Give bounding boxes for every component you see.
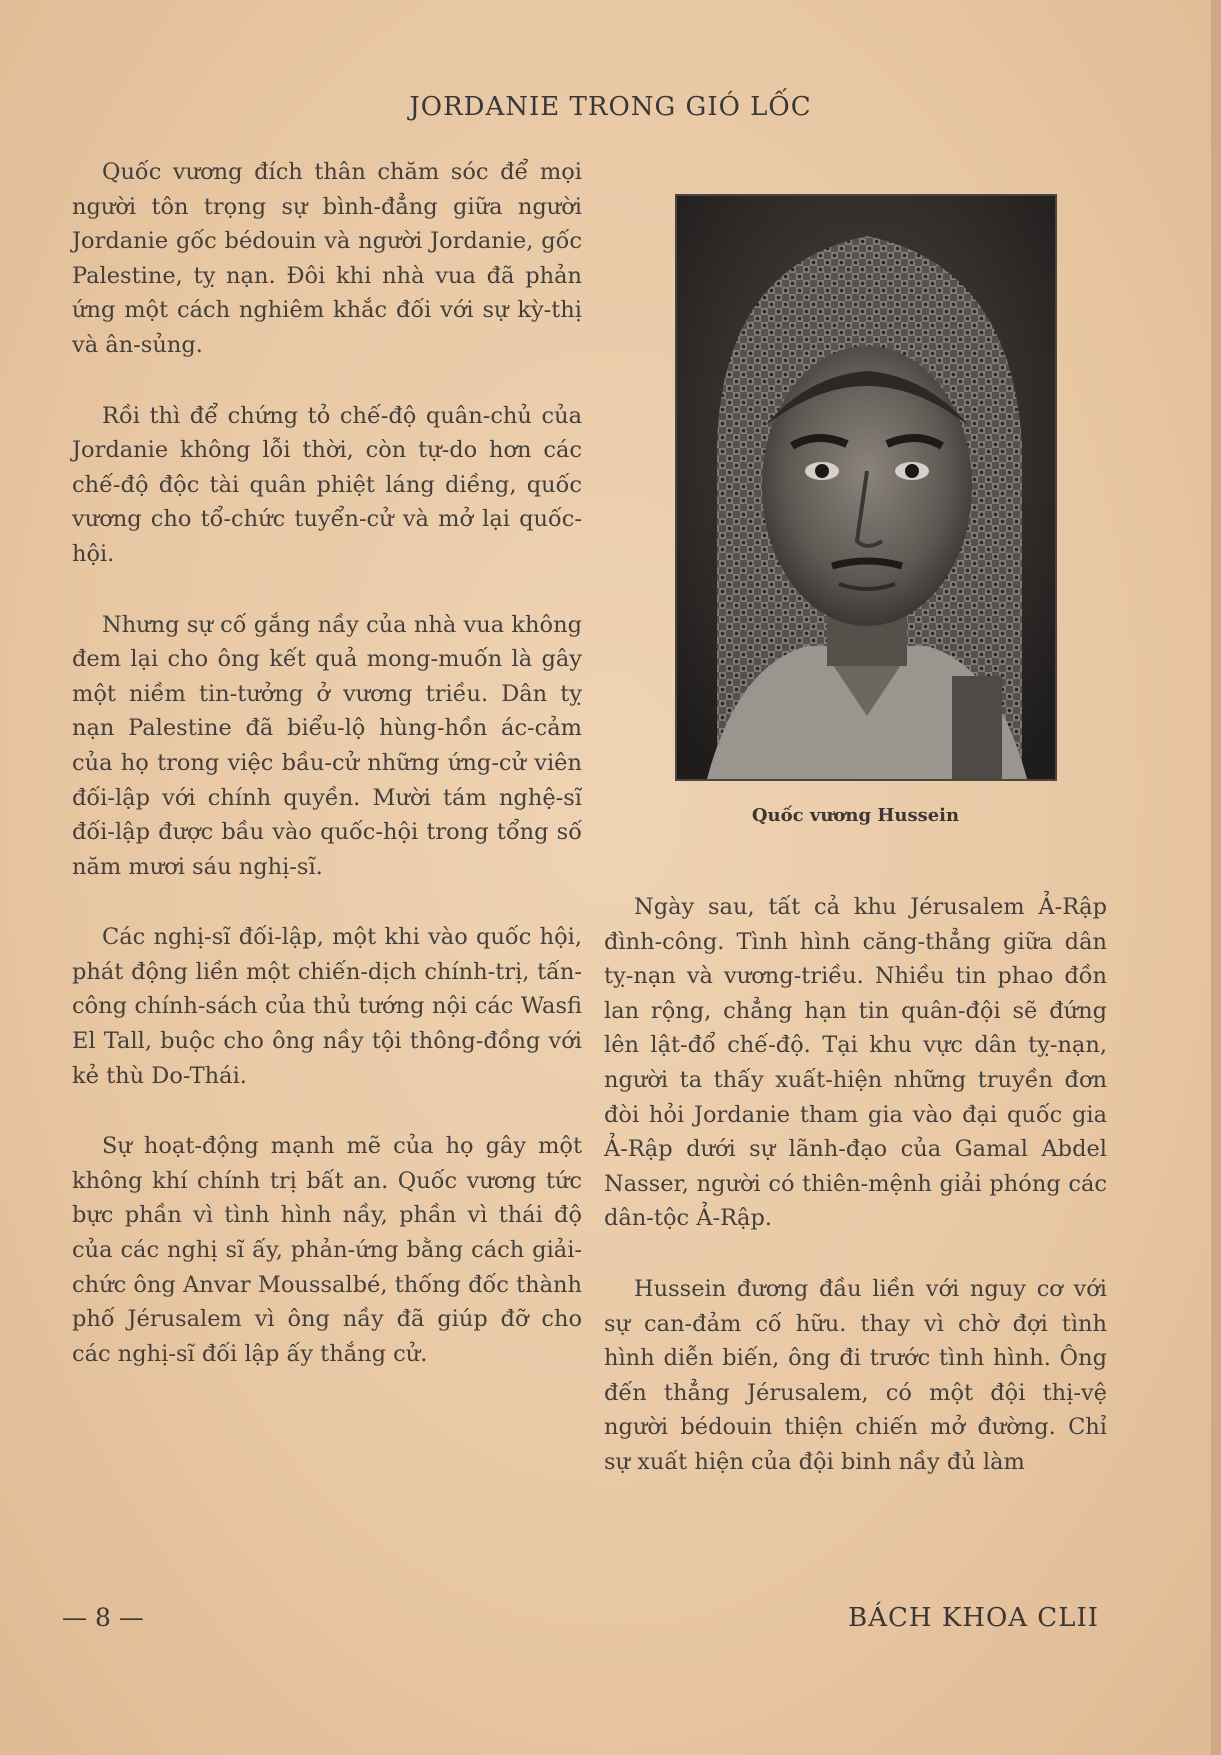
portrait-photo <box>677 196 1055 779</box>
paragraph: Sự hoạt-động mạnh mẽ của họ gây một không khí chính trị bất an. Quốc vương tức bực phần vì tình hình nầy, phần vì thái độ của các nghị sĩ ấy, phản-ứng bằng cách giải-chức ông Anvar Moussalbé, thống đốc thành phố Jérusalem vì ông nầy đã giúp đỡ cho các nghị-sĩ đối lập ấy thắng cử. <box>72 1133 582 1367</box>
left-column <box>72 155 582 1371</box>
paragraph: Ngày sau, tất cả khu Jérusalem Ả-Rập đình-công. Tình hình căng-thẳng giữa dân tỵ-nạn và vương-triều. Nhiều tin phao đồn lan rộng, chẳng hạn tin quân-đội sẽ đứng lên lật-đổ chế-độ. Tại khu vực dân tỵ-nạn, người ta thấy xuất-hiện những truyền đơn đòi hỏi Jordanie tham gia vào đại quốc gia Ả-Rập dưới sự lãnh-đạo của Gamal Abdel Nasser, người có thiên-mệnh giải phóng các dân-tộc Ả-Rập. <box>604 894 1107 1232</box>
paragraph: Quốc vương đích thân chăm sóc để mọi người tôn trọng sự bình-đẳng giữa người Jordanie gốc bédouin và người Jordanie, gốc Palestine, tỵ nạn. Đôi khi nhà vua đã phản ứng một cách nghiêm khắc đối với sự kỳ-thị và ân-sủng. <box>72 159 582 358</box>
running-head: JORDANIE TRONG GIÓ LỐC <box>409 92 812 122</box>
right-column <box>604 890 1107 1480</box>
paragraph: Hussein đương đầu liền với nguy cơ với sự can-đảm cố hữu. thay vì chờ đợi tình hình diễn biến, ông đi trước tình hình. Ông đến thẳng Jérusalem, có một đội thị-vệ người bédouin thiện chiến mở đường. Chỉ sự xuất hiện của đội binh nầy đủ làm <box>604 1275 1107 1475</box>
paragraph: Các nghị-sĩ đối-lập, một khi vào quốc hội, phát động liền một chiến-dịch chính-trị, tấn-công chính-sách của thủ tướng nội các Wasfi El Tall, buộc cho ông nầy tội thông-đồng với kẻ thù Do-Thái. <box>72 924 582 1089</box>
page-edge <box>1211 0 1221 1755</box>
paragraph: Nhưng sự cố gắng nầy của nhà vua không đem lại cho ông kết quả mong-muốn là gây một niềm tin-tưởng ở vương triều. Dân tỵ nạn Palestine đã biểu-lộ hùng-hồn ác-cảm của họ trong việc bầu-cử những ứng-cử viên đối-lập với chính quyền. Mười tám nghệ-sĩ đối-lập được bầu vào quốc-hội trong tổng số năm mươi sáu nghị-sĩ. <box>72 611 582 880</box>
paragraph: Rồi thì để chứng tỏ chế-độ quân-chủ của Jordanie không lỗi thời, còn tự-do hơn các chế-độ độc tài quân phiệt láng diềng, quốc vương cho tổ-chức tuyển-cử và mở lại quốc-hội. <box>72 402 582 567</box>
page-number: — 8 — <box>62 1603 144 1632</box>
portrait-image <box>677 196 1055 779</box>
publication-title: BÁCH KHOA CLII <box>848 1603 1099 1633</box>
photo-caption: Quốc vương Hussein <box>751 805 960 826</box>
